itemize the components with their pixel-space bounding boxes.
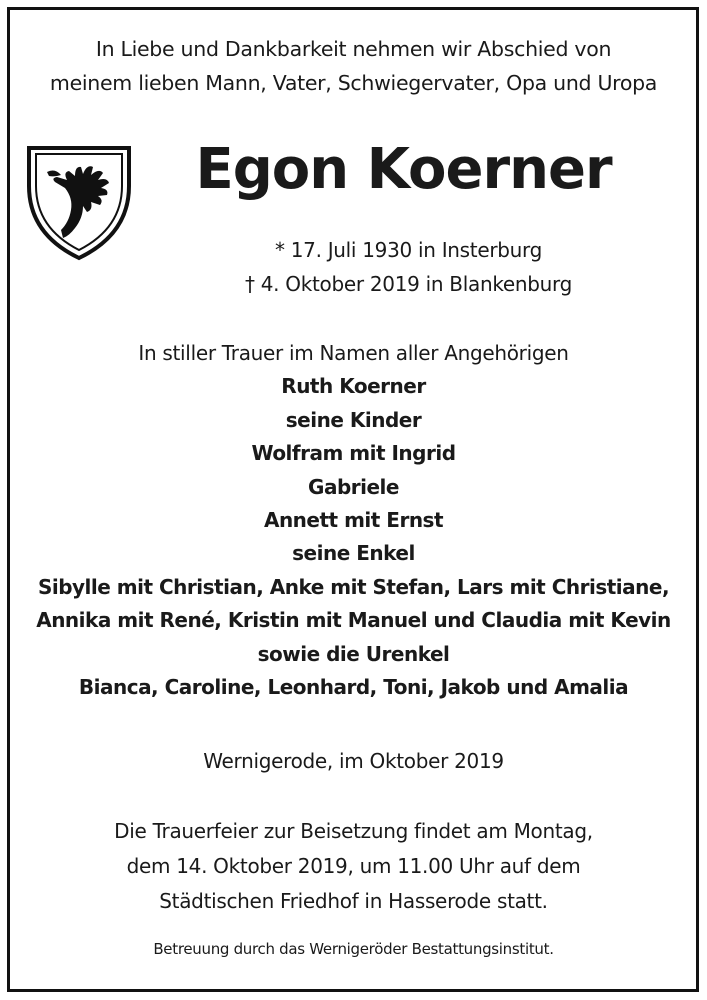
mourners-section (10, 337, 697, 704)
mourner-line: Wolfram mit Ingrid (251, 441, 456, 466)
death-date: † 4. Oktober 2019 in Blankenburg (244, 272, 573, 296)
mourner-line: sowie die Urenkel (257, 641, 450, 666)
intro-line: meinem lieben Mann, Vater, Schwiegervater, Opa und Uropa (49, 71, 658, 95)
intro-line: In Liebe und Dankbarkeit nehmen wir Abschied von (95, 37, 612, 61)
funeral-line: dem 14. Oktober 2019, um 11.00 Uhr auf dem (126, 854, 581, 878)
funeral-line: Die Trauerfeier zur Beisetzung findet am Montag, (114, 819, 593, 843)
mourner-line: Bianca, Caroline, Leonhard, Toni, Jakob und Amalia (78, 675, 629, 700)
elk-antler-shield-icon (25, 142, 133, 262)
mourner-line: Gabriele (308, 474, 399, 499)
intro-text (10, 32, 697, 100)
mourner-line: Annika mit René, Kristin mit Manuel und Claudia mit Kevin (36, 608, 671, 633)
mourner-line: Ruth Koerner (281, 374, 426, 399)
mourner-line: Annett mit Ernst (263, 508, 444, 533)
mourner-line: seine Enkel (292, 541, 415, 566)
place-date: Wernigerode, im Oktober 2019 (203, 749, 504, 773)
funeral-info (10, 814, 697, 919)
deceased-name: Egon Koerner (195, 137, 612, 202)
mourners-intro: In stiller Trauer im Namen aller Angehörigen (138, 341, 569, 365)
mourner-line: seine Kinder (285, 407, 422, 432)
funeral-line: Städtischen Friedhof in Hasserode statt. (159, 889, 548, 913)
life-dates (140, 233, 677, 301)
footer-note: Betreuung durch das Wernigeröder Bestattungsinstitut. (153, 940, 554, 958)
birth-date: * 17. Juli 1930 in Insterburg (274, 238, 542, 262)
mourner-line: Sibylle mit Christian, Anke mit Stefan, Lars mit Christiane, (37, 574, 670, 599)
